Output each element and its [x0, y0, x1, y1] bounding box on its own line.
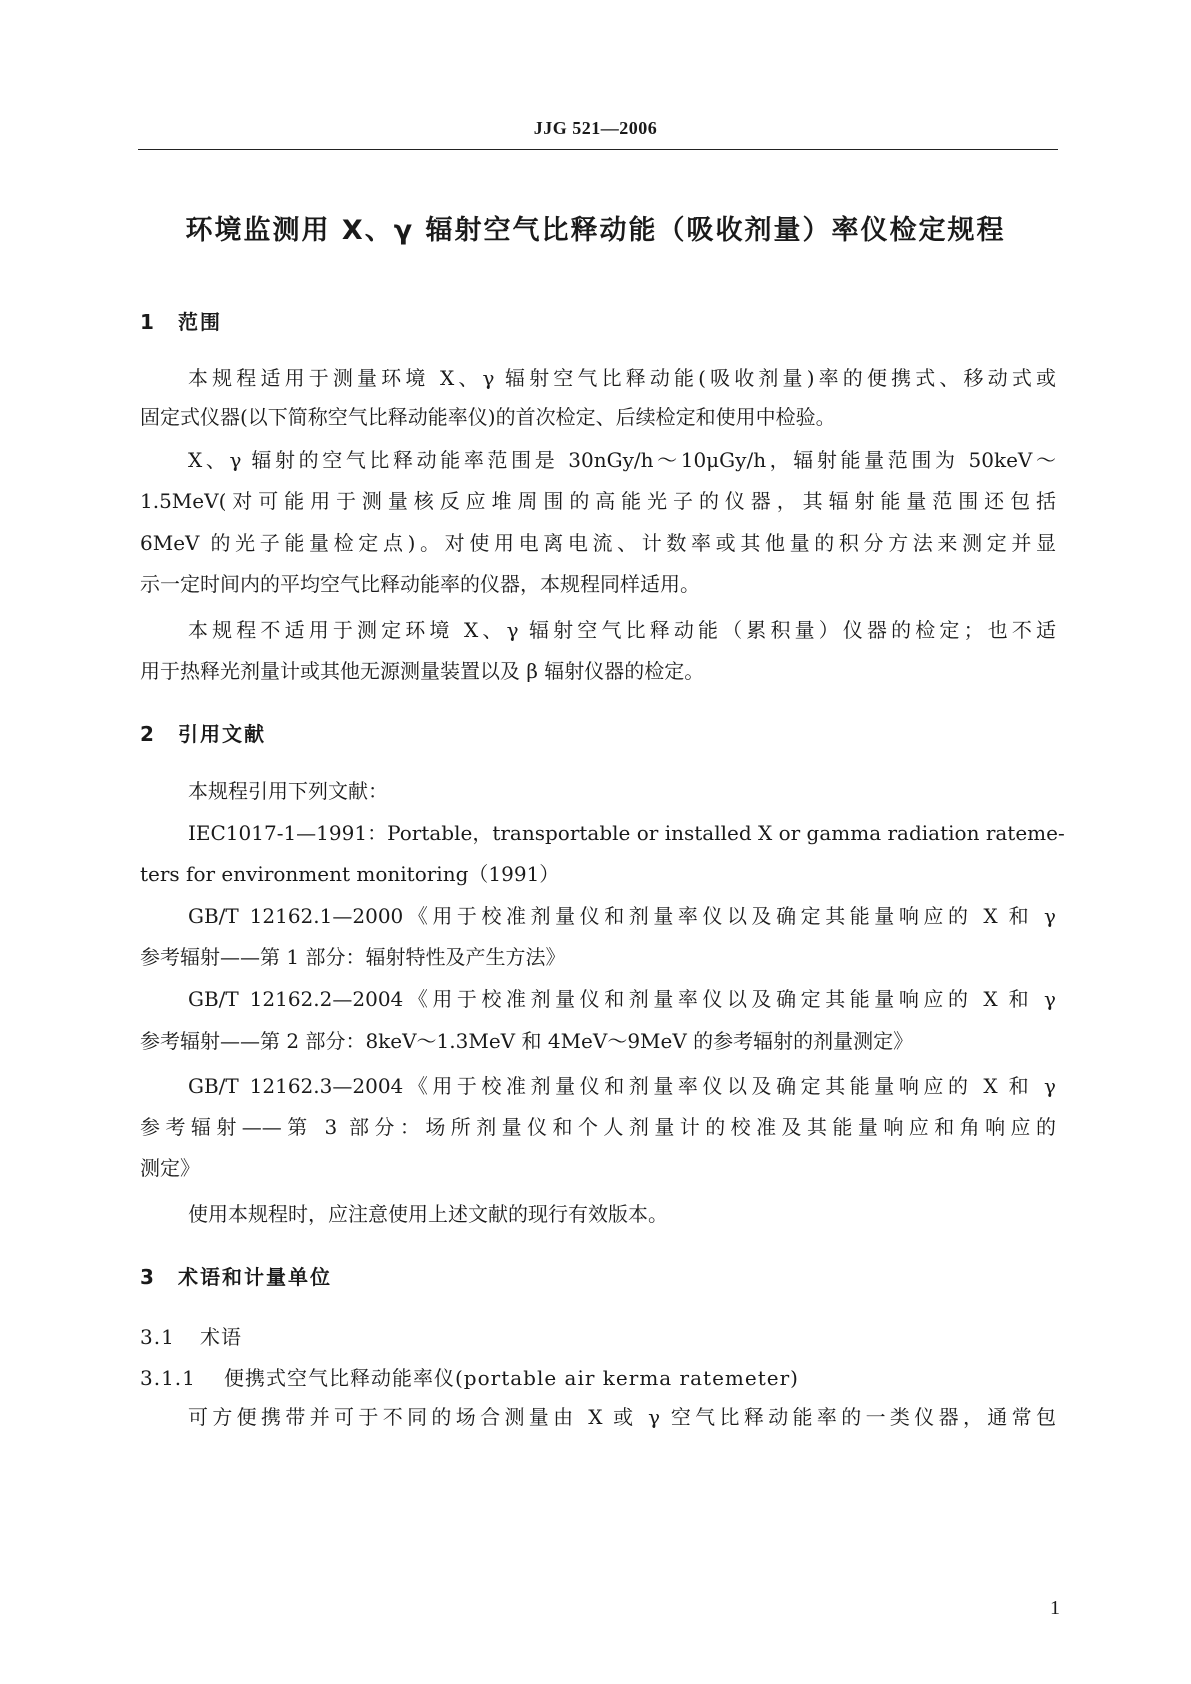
reference-line: 参考辐射——第 2 部分：8keV～1.3MeV 和 4MeV～9MeV 的参考辐射的剂量测定》	[140, 1029, 914, 1053]
paragraph-line: 用于热释光剂量计或其他无源测量装置以及 β 辐射仪器的检定。	[140, 659, 705, 683]
document-title: 环境监测用 X、γ 辐射空气比释动能（吸收剂量）率仪检定规程	[185, 215, 1006, 246]
reference-line: IEC1017-1—1991：Portable，transportable or installed X or gamma radiation rateme-	[188, 821, 1065, 845]
subsection-number: 3.1	[140, 1325, 175, 1349]
section-title: 术语和计量单位	[178, 1265, 332, 1289]
section-title: 引用文献	[178, 722, 266, 746]
subsection-3-1-heading	[140, 1321, 242, 1350]
paragraph-line: X、γ 辐射的空气比释动能率范围是 30nGy/h～10μGy/h，辐射能量范围为 50keV～	[188, 448, 1056, 472]
subsection-3-1-1-heading	[140, 1362, 799, 1391]
section-number: 1	[140, 310, 156, 334]
paragraph-line: 示一定时间内的平均空气比释动能率的仪器，本规程同样适用。	[140, 572, 700, 596]
reference-line: GB/T 12162.3—2004《用于校准剂量仪和剂量率仪以及确定其能量响应的 X 和 γ	[188, 1074, 1056, 1098]
section-number: 2	[140, 722, 156, 746]
page-number: 1	[1050, 1597, 1060, 1619]
reference-line: GB/T 12162.2—2004《用于校准剂量仪和剂量率仪以及确定其能量响应的 X 和 γ	[188, 987, 1056, 1011]
section-1-heading	[140, 306, 222, 335]
reference-line: 参考辐射——第 1 部分：辐射特性及产生方法》	[140, 945, 566, 969]
subsection-number: 3.1.1	[140, 1366, 196, 1390]
paragraph-line: 使用本规程时，应注意使用上述文献的现行有效版本。	[188, 1202, 668, 1226]
paragraph-line: 本规程不适用于测定环境 X、γ 辐射空气比释动能（累积量）仪器的检定；也不适	[188, 618, 1056, 642]
document-code-header: JJG 521—2006	[533, 118, 658, 138]
paragraph-line: 6MeV 的光子能量检定点)。对使用电离电流、计数率或其他量的积分方法来测定并显	[140, 531, 1056, 555]
paragraph-line: 可方便携带并可于不同的场合测量由 X 或 γ 空气比释动能率的一类仪器，通常包	[188, 1405, 1056, 1429]
paragraph-line: 1.5MeV(对可能用于测量核反应堆周围的高能光子的仪器，其辐射能量范围还包括	[140, 489, 1056, 513]
section-title: 范围	[178, 310, 222, 334]
paragraph-line: 本规程适用于测量环境 X、γ 辐射空气比释动能(吸收剂量)率的便携式、移动式或	[188, 366, 1056, 390]
header-divider	[138, 149, 1058, 150]
subsection-title: 术语	[200, 1325, 242, 1349]
reference-line: 测定》	[140, 1156, 200, 1180]
reference-line: ters for environment monitoring（1991）	[140, 862, 560, 886]
section-2-heading	[140, 718, 266, 747]
paragraph-line: 本规程引用下列文献：	[188, 779, 388, 803]
reference-line: 参考辐射——第 3 部分：场所剂量仪和个人剂量计的校准及其能量响应和角响应的	[140, 1115, 1056, 1139]
section-number: 3	[140, 1265, 156, 1289]
paragraph-line: 固定式仪器(以下简称空气比释动能率仪)的首次检定、后续检定和使用中检验。	[140, 405, 836, 429]
subsection-title: 便携式空气比释动能率仪(portable air kerma ratemeter)	[224, 1366, 799, 1390]
section-3-heading	[140, 1261, 332, 1290]
reference-line: GB/T 12162.1—2000《用于校准剂量仪和剂量率仪以及确定其能量响应的 X 和 γ	[188, 904, 1056, 928]
